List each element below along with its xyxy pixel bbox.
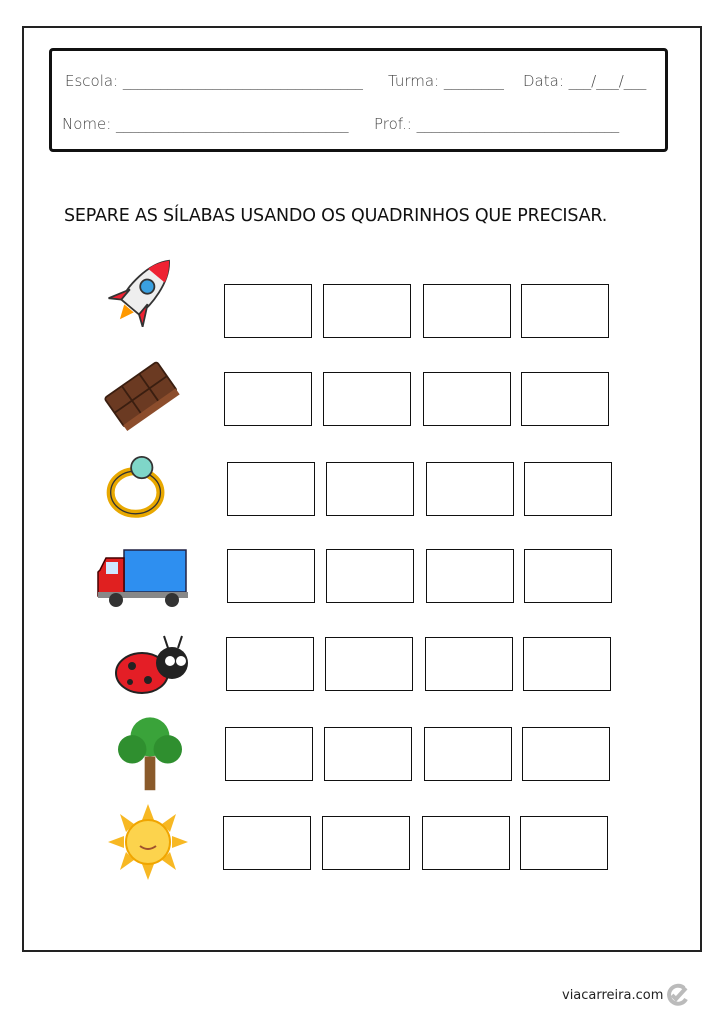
syllable-box[interactable] <box>323 372 411 426</box>
syllable-box[interactable] <box>522 727 610 781</box>
sun-icon <box>100 802 200 882</box>
turma-field[interactable]: Turma: ________ <box>388 72 504 90</box>
syllable-box[interactable] <box>324 727 412 781</box>
syllable-box[interactable] <box>326 549 414 603</box>
syllable-box[interactable] <box>425 637 513 691</box>
syllable-box[interactable] <box>224 284 312 338</box>
syllable-box[interactable] <box>524 462 612 516</box>
escola-field[interactable]: Escola: ________________________________ <box>65 72 363 90</box>
syllable-box[interactable] <box>325 637 413 691</box>
instruction-text: SEPARE AS SÍLABAS USANDO OS QUADRINHOS QUE PRECISAR. <box>64 206 608 226</box>
viacarreira-logo-icon <box>664 982 690 1008</box>
syllable-box[interactable] <box>424 727 512 781</box>
syllable-box[interactable] <box>423 284 511 338</box>
prof-field[interactable]: Prof.: ___________________________ <box>374 115 620 133</box>
rocket-icon <box>90 250 190 330</box>
syllable-box[interactable] <box>227 549 315 603</box>
ring-icon <box>90 448 190 528</box>
syllable-box[interactable] <box>227 462 315 516</box>
syllable-box[interactable] <box>521 372 609 426</box>
syllable-box[interactable] <box>524 549 612 603</box>
truck-icon <box>92 540 192 620</box>
syllable-box[interactable] <box>521 284 609 338</box>
syllable-box[interactable] <box>426 462 514 516</box>
student-info-box <box>49 48 668 152</box>
nome-field[interactable]: Nome: _______________________________ <box>62 115 349 133</box>
footer-site[interactable]: viacarreira.com <box>562 988 664 1003</box>
ladybug-icon <box>110 628 210 708</box>
syllable-box[interactable] <box>223 816 311 870</box>
syllable-box[interactable] <box>426 549 514 603</box>
tree-icon <box>100 712 200 792</box>
syllable-box[interactable] <box>323 284 411 338</box>
syllable-box[interactable] <box>523 637 611 691</box>
syllable-box[interactable] <box>423 372 511 426</box>
data-field[interactable]: Data: ___/___/___ <box>523 72 647 90</box>
syllable-box[interactable] <box>225 727 313 781</box>
syllable-box[interactable] <box>520 816 608 870</box>
syllable-box[interactable] <box>224 372 312 426</box>
syllable-box[interactable] <box>226 637 314 691</box>
chocolate-icon <box>90 355 190 435</box>
syllable-box[interactable] <box>422 816 510 870</box>
syllable-box[interactable] <box>326 462 414 516</box>
syllable-box[interactable] <box>322 816 410 870</box>
